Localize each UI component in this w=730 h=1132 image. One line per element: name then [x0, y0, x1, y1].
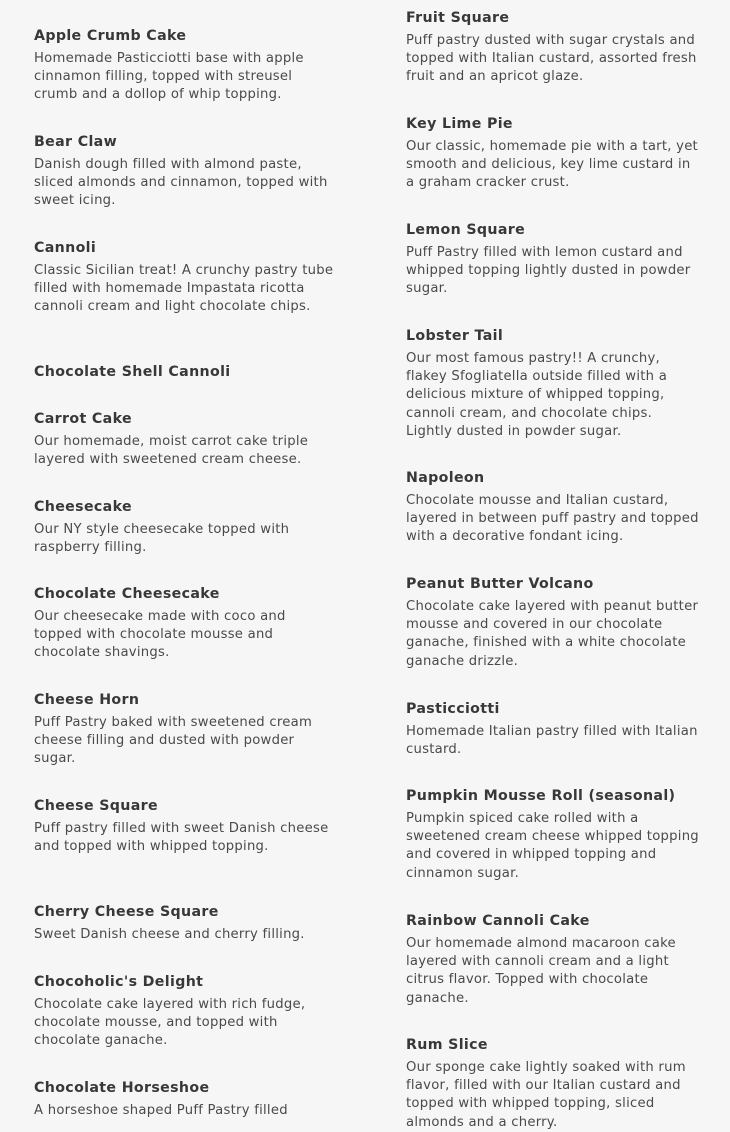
item-description: Pumpkin spiced cake rolled with a sweetened cream cheese whipped topping and covered in whipped topping and cinnamon sugar. [406, 811, 699, 881]
item-name: Lobster Tail [406, 328, 504, 344]
item-name: Apple Crumb Cake [34, 28, 187, 44]
item-description: Puff pastry dusted with sugar crystals and topped with Italian custard, assorted fresh fruit and an apricot glaze. [406, 33, 697, 85]
item-description: Our homemade, moist carrot cake triple layered with sweetened cream cheese. [34, 434, 309, 468]
item-description: Our classic, homemade pie with a tart, yet smooth and delicious, key lime custard in a graham cracker crust. [406, 139, 698, 191]
menu-item [406, 575, 702, 671]
menu-item [34, 903, 334, 944]
item-description: Our NY style cheesecake topped with raspberry filling. [34, 522, 290, 556]
menu-item [34, 363, 334, 386]
menu-item [34, 27, 334, 105]
item-description: Chocolate cake layered with peanut butter mousse and covered in our chocolate ganache, finished with a white chocolate ganache drizzle. [406, 599, 699, 669]
item-description: Classic Sicilian treat! A crunchy pastry tube filled with homemade Impastata ricotta cannoli cream and light chocolate chips. [34, 263, 334, 315]
item-name: Cherry Cheese Square [34, 904, 219, 920]
item-name: Pumpkin Mousse Roll (seasonal) [406, 788, 676, 804]
item-name: Chocolate Cheesecake [34, 586, 220, 602]
menu-item [406, 469, 702, 547]
item-description: Chocolate cake layered with rich fudge, chocolate mousse, and topped with chocolate ganache. [34, 997, 306, 1049]
menu-item [406, 115, 702, 193]
menu-item [34, 410, 334, 469]
item-description: Chocolate mousse and Italian custard, layered in between puff pastry and topped with a decorative fondant icing. [406, 493, 699, 545]
item-name: Cheese Horn [34, 692, 140, 708]
item-name: Cheese Square [34, 798, 158, 814]
item-name: Bear Claw [34, 134, 118, 150]
menu-item [406, 9, 702, 87]
item-name: Peanut Butter Volcano [406, 576, 594, 592]
item-name: Key Lime Pie [406, 116, 513, 132]
menu-item [34, 691, 334, 769]
menu-item [34, 585, 334, 663]
item-description: Our most famous pastry!! A crunchy, flakey Sfogliatella outside filled with a delicious mixture of whipped topping, cannoli cream, and chocolate chips. Lightly dusted in powder sugar. [406, 351, 668, 439]
menu-item [34, 797, 334, 856]
menu-item [406, 221, 702, 299]
menu-item [34, 973, 334, 1051]
item-description: Homemade Italian pastry filled with Italian custard. [406, 724, 698, 758]
menu-item [34, 133, 334, 211]
item-description: Puff Pastry filled with lemon custard and whipped topping lightly dusted in powder sugar. [406, 245, 691, 297]
item-name: Rainbow Cannoli Cake [406, 913, 590, 929]
item-description: Puff Pastry baked with sweetened cream cheese filling and dusted with powder sugar. [34, 715, 313, 767]
item-description: Danish dough filled with almond paste, sliced almonds and cinnamon, topped with sweet icing. [34, 157, 328, 209]
menu-item [34, 498, 334, 557]
item-name: Cannoli [34, 240, 97, 256]
item-name: Chocoholic's Delight [34, 974, 204, 990]
item-description: Our sponge cake lightly soaked with rum flavor, filled with our Italian custard and topped with whipped topping, sliced almonds and a cherry. [406, 1060, 686, 1130]
item-name: Carrot Cake [34, 411, 132, 427]
item-description: Our cheesecake made with coco and topped with chocolate mousse and chocolate shavings. [34, 609, 286, 661]
menu-item [406, 912, 702, 1008]
menu-item [406, 787, 702, 883]
item-name: Chocolate Horseshoe [34, 1080, 210, 1096]
item-name: Lemon Square [406, 222, 526, 238]
item-name: Napoleon [406, 470, 485, 486]
item-name: Rum Slice [406, 1037, 488, 1053]
item-name: Chocolate Shell Cannoli [34, 364, 231, 380]
item-description: Puff pastry filled with sweet Danish cheese and topped with whipped topping. [34, 821, 329, 855]
item-name: Fruit Square [406, 10, 510, 26]
menu-item [406, 327, 702, 441]
menu-item [34, 239, 334, 317]
item-description: Homemade Pasticciotti base with apple cinnamon filling, topped with streusel crumb and a dollop of whip topping. [34, 51, 304, 103]
menu-item [406, 700, 702, 759]
item-name: Cheesecake [34, 499, 132, 515]
menu-item [34, 1079, 334, 1120]
menu-item [406, 1036, 702, 1132]
item-description: Our homemade almond macaroon cake layered with cannoli cream and a light citrus flavor. Topped with chocolate ganache. [406, 936, 676, 1006]
item-description: A horseshoe shaped Puff Pastry filled [34, 1103, 288, 1118]
item-description: Sweet Danish cheese and cherry filling. [34, 927, 305, 942]
item-name: Pasticciotti [406, 701, 500, 717]
